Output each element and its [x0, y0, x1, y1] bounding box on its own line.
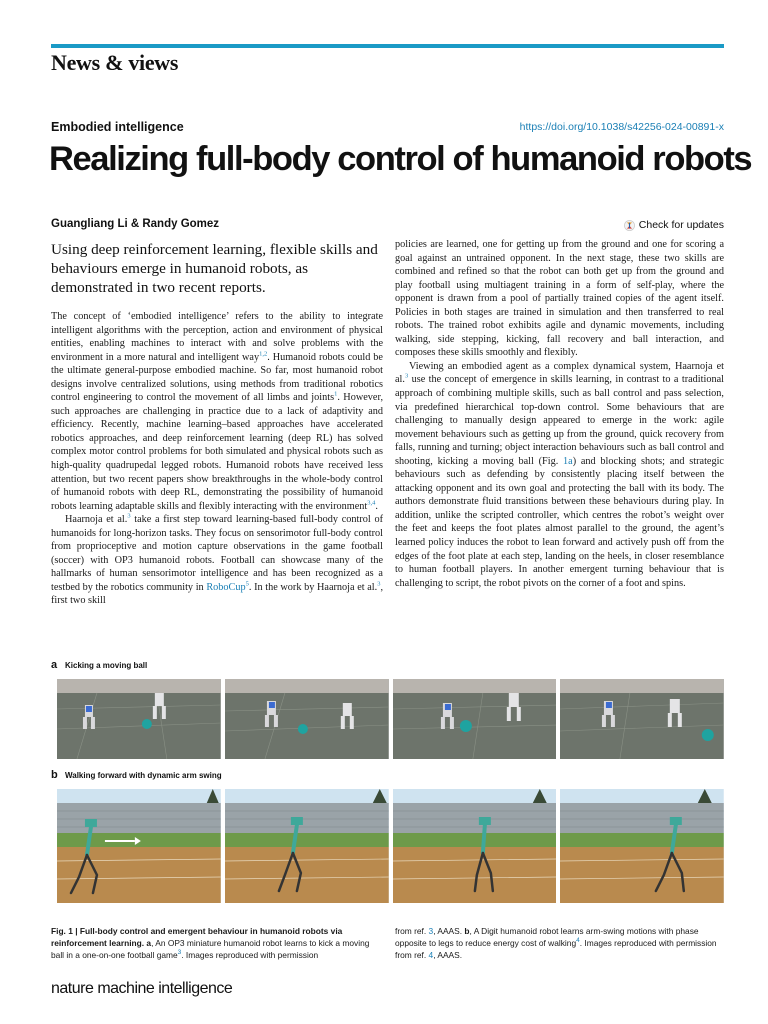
figure-panel-b-label: b Walking forward with dynamic arm swing	[51, 769, 222, 781]
figure-panel-b	[57, 789, 724, 903]
article-title: Realizing full-body control of humanoid robots	[49, 140, 752, 178]
figure-ref-link[interactable]: 1a	[563, 455, 573, 467]
digit-robot-photo	[225, 789, 389, 903]
article-authors: Guangliang Li & Randy Gomez	[51, 218, 220, 230]
citation-ref[interactable]: 1	[334, 390, 338, 398]
digit-robot-photo	[393, 789, 557, 903]
body-paragraph: policies are learned, one for getting up from the ground and one for scoring a goal against an untrained opponent. In the next stage, these two skills are combined and refined so that the robot can both get up from the ground and play football using multiagent training in a form of self-play, where the opponent is drawn from a pool of partially trained copies of the agent itself. Policies in both stages are trained in simulation and then transferred to real robots. The trained robot exhibits agile and dynamic movements, including walking, side stepping, kicking, fall recovery and ball interaction, and composes these skills smoothly and flexibly.	[395, 239, 724, 359]
citation-ref[interactable]: 3	[127, 512, 131, 520]
figure-panel-a-label: a Kicking a moving ball	[51, 659, 148, 671]
check-for-updates-button[interactable]	[624, 219, 724, 231]
body-paragraph: Haarnoja et al.$^3$ take a first step toward learning-based full-body control of humanoids for long-horizon tasks. They focus on sensorimotor full-body control from proprioceptive and motion capture observations in the game football (soccer) with OP3 humanoid robots. Football can showcase many of the hallmarks of human sensorimotor intelligence and has been recognized as a testbed by the robotics community in RoboCup$^5$. In the work by Haarnoja et al.$^3$, first two skill	[51, 512, 383, 607]
citation-ref[interactable]: 5	[245, 580, 249, 588]
robocup-link[interactable]: RoboCup	[206, 581, 246, 593]
section-title: News & views	[51, 50, 179, 75]
doi-link[interactable]: https://doi.org/10.1038/s42256-024-00891-x	[519, 121, 724, 133]
citation-ref[interactable]: 3,4	[367, 499, 376, 507]
body-column-right	[395, 238, 724, 590]
body-paragraph: The concept of ‘embodied intelligence’ refers to the ability to integrate intelligent algorithms with the perception, action and environment of physical entities, enabling machines to interact with and solve problems with the environment in a more natural and intelligent way$^{1,2}$. Humanoid robots could be the ultimate general-purpose embodied machine. So far, most humanoid robot designs involve centralized solutions, using methods from traditional robotics control engineering to control the movement of all limbs and joints$^1$. However, such approaches are challenging in practice due to a lack of adaptivity and efficiency. Recently, machine learning–based approaches have accelerated robotics approaches, and deep reinforcement learning (deep RL) has solved complex motor control problems for both simulated and physical robots such as high-quality quadrupedal legged robots. Humanoid robots have received less attention, but two recent papers show breakthroughs in the whole-body control of humanoid robots with deep RL, demonstrating the possibility of humanoid robots learning adaptable skills and flexibly interacting with the environment$^{3,4}$.	[51, 311, 384, 512]
figure-caption-left: Fig. 1 | Full-body control and emergent behaviour in humanoid robots via reinforcement learning. a, An OP3 miniature humanoid robot learns to kick a moving ball in a one-on-one football game$^3$. Images reproduced with permission	[51, 926, 370, 960]
journal-logo: nature machine intelligence	[51, 980, 233, 997]
crossmark-icon	[624, 220, 635, 231]
citation-ref[interactable]: 3	[428, 926, 434, 936]
header-accent-bar	[51, 44, 724, 48]
body-column-left	[51, 310, 383, 608]
figure-caption-right: from ref. 3, AAAS. b, A Digit humanoid robot learns arm-swing motions with phase opposite to legs to reduce energy cost of walking$^4$. Images reproduced with permission from ref. 4, AAAS.	[395, 926, 717, 960]
citation-ref[interactable]: 4	[576, 937, 580, 945]
body-paragraph: Viewing an embodied agent as a complex dynamical system, Haarnoja et al.$^3$ use the concept of emergence in skills learning, in contrast to a traditional approach of combining multiple skills, such as ball control and pass selection, via predefined hierarchical top-down control. Some behaviours that are challenging to manually design appeared to emerge in the work: agile movement behaviours such as getting up from the ground, quick recovery from falls, running and turning; object interaction behaviours such as ball control and shooting, kicking a moving ball (Fig. 1a) and blocking shots; and strategic behaviours such as defending by consistently placing itself between the attacking opponent and its own goal and protecting the ball with its body. The authors demonstrate fluid transitions between these behaviours during play. In addition, unlike the scripted controller, which centres the robot’s weight over the feet and keeps the foot plates almost parallel to the ground, the agent’s learned policy induces the robot to lean forward and actively push off from the edges of the foot plate at each step, landing on the heels, in closer resemblance to human football players. In another emergent turning behaviour that is challenging to script, the robot pivots on the corner of a foot and spins.	[395, 360, 724, 589]
robot-soccer-photo	[560, 679, 724, 759]
robot-soccer-photo	[225, 679, 389, 759]
citation-ref[interactable]: 4	[428, 950, 434, 960]
check-updates-label: Check for updates	[638, 219, 724, 231]
standfirst: Using deep reinforcement learning, flexible skills and behaviours emerge in humanoid robots, as demonstrated in two recent reports.	[51, 241, 378, 296]
article-kicker: Embodied intelligence	[51, 120, 184, 134]
robot-soccer-photo	[393, 679, 557, 759]
robot-soccer-photo	[57, 679, 221, 759]
citation-ref[interactable]: 3	[177, 949, 182, 957]
digit-robot-photo	[560, 789, 724, 903]
citation-ref[interactable]: 1,2	[259, 350, 268, 358]
citation-ref[interactable]: 3	[377, 580, 381, 588]
citation-ref[interactable]: 3	[404, 373, 409, 381]
digit-robot-photo	[57, 789, 221, 903]
figure-panel-a	[57, 679, 724, 759]
